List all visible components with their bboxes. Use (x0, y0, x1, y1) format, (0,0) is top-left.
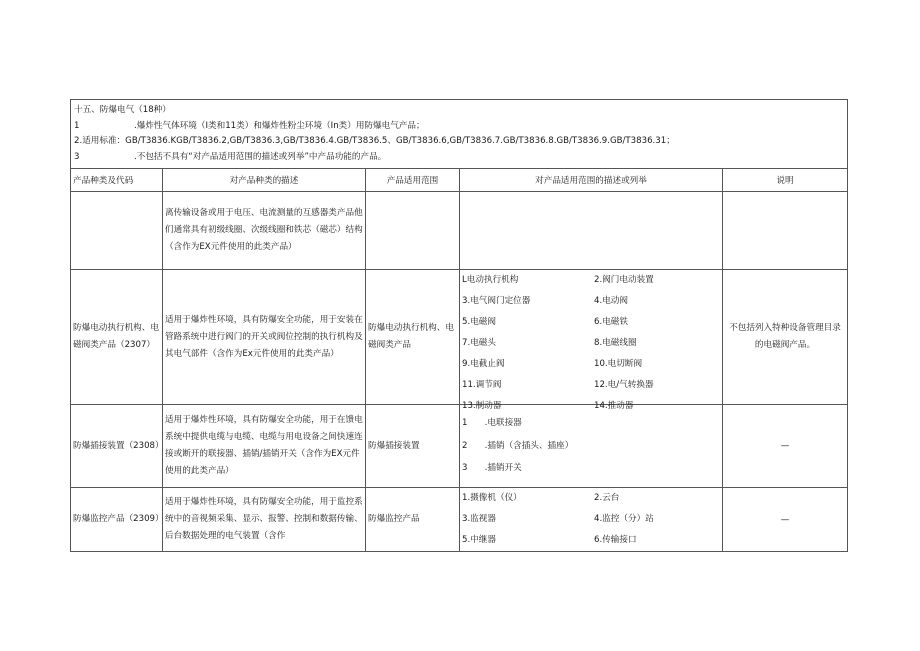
intro-section (71, 100, 848, 169)
product-catalog-table (70, 99, 848, 552)
row-description: 适用于爆炸性环境，具有防爆安全功能，用于监控系统中的音视频采集、显示、报警、控制和数据传输、后台数据处理的电气装置（含作 (163, 488, 366, 552)
list-item: 5.电磁阀 (462, 317, 496, 327)
table-row (71, 270, 848, 405)
list-item: 12.电/气转换器 (594, 380, 654, 390)
row-note (723, 192, 848, 270)
header-list: 对产品适用范围的描述或列举 (460, 169, 723, 192)
table-row (71, 405, 848, 488)
row-code: 防爆监控产品（2309） (71, 488, 163, 552)
row-code: 防爆插接装置（2308） (71, 405, 163, 488)
header-description: 对产品种类的描述 (163, 169, 366, 192)
row-list (460, 192, 723, 270)
list-item: 6.电磁铁 (594, 317, 628, 327)
header-code: 产品种类及代码 (71, 169, 163, 192)
list-item: L电动执行机构 (462, 275, 519, 285)
list-item: 5.中继器 (462, 535, 496, 545)
list-item: 1 .电联接器 (462, 418, 522, 429)
row-list (460, 270, 723, 411)
row-description: 适用于爆炸性环境，具有防爆安全功能，用于在馈电系统中提供电缆与电缆、电缆与用电设备之间快速连接或断开的联接器、插销/插销开关（含作为EX元件使用的此类产品） (163, 405, 366, 488)
intro-item-2: 2.适用标准：GB/T3836.KGB/T3836.2,GB/T3836.3,GB/T3836.4.GB/T3836.5、GB/T3836.6,GB/T3836.7.GB/T3836.8.GB/T3836.9.GB/T3836.31； (74, 136, 675, 146)
row-note: — (723, 405, 848, 488)
list-item: 7.电磁头 (462, 338, 496, 348)
list-item: 4.电动阀 (594, 296, 628, 306)
row-list (460, 488, 723, 552)
list-item: 4.监控（分）站 (594, 514, 654, 524)
list-item: 2 .插销（含插头、插座） (462, 440, 574, 451)
section-title: 十五、防爆电气（18种） (74, 105, 171, 115)
list-item: 8.电磁线圈 (594, 338, 637, 348)
row-scope: 防爆监控产品 (366, 488, 460, 552)
header-scope: 产品适用范围 (366, 169, 460, 192)
intro-item-3: 3 .不包括不具有“对产品适用范围的描述或列举”中产品功能的产品。 (74, 151, 387, 162)
header-note: 说明 (723, 169, 848, 192)
row-note: — (723, 488, 848, 552)
list-item: 10.电切断阀 (594, 359, 643, 369)
list-item: 11.调节阀 (462, 380, 502, 390)
table-header-row (71, 169, 848, 192)
intro-item-1: 1 .爆炸性气体环境（Ⅰ类和11类）和爆炸性粉尘环境（In类）用防爆电气产品； (74, 120, 425, 131)
table-row (71, 488, 848, 552)
list-item: 6.传输接口 (594, 535, 637, 545)
catalog-document (70, 99, 847, 552)
row-description: 离传输设备或用于电压、电流测量的互感器类产品他们通常具有初级线圈、次级线圈和铁芯（磁芯）结构（含作为EX元件使用的此类产品） (163, 192, 366, 270)
list-item: 2.云台 (594, 493, 620, 503)
list-item: 14.推动器 (594, 401, 634, 411)
list-item: 3 .插销开关 (462, 463, 522, 474)
list-item: 9.电截止阀 (462, 359, 505, 369)
row-note: 不包括列入特种设备管理目录的电磁阀产品。 (723, 270, 848, 405)
row-description: 适用于爆炸性环境，具有防爆安全功能，用于安装在管路系统中进行阀门的开关或阀位控制的执行机构及其电气部件（含作为Ex元件使用的此类产品） (163, 270, 366, 405)
row-code (71, 192, 163, 270)
list-item: 3.电气阀门定位器 (462, 296, 531, 306)
table-row (71, 192, 848, 270)
list-item: 2.阀门电动装置 (594, 275, 654, 285)
row-scope: 防爆插接装置 (366, 405, 460, 488)
list-item: 3.监视器 (462, 514, 496, 524)
row-list (460, 405, 723, 488)
scope-list (460, 488, 722, 551)
row-scope: 防爆电动执行机构、电磁阀类产品 (366, 270, 460, 405)
row-scope (366, 192, 460, 270)
row-code: 防爆电动执行机构、电磁阀类产品（2307） (71, 270, 163, 405)
scope-list (460, 270, 722, 417)
scope-list (460, 412, 722, 480)
list-item: 13.制动器 (462, 401, 502, 411)
list-item: 1.摄像机（仪） (462, 493, 522, 503)
